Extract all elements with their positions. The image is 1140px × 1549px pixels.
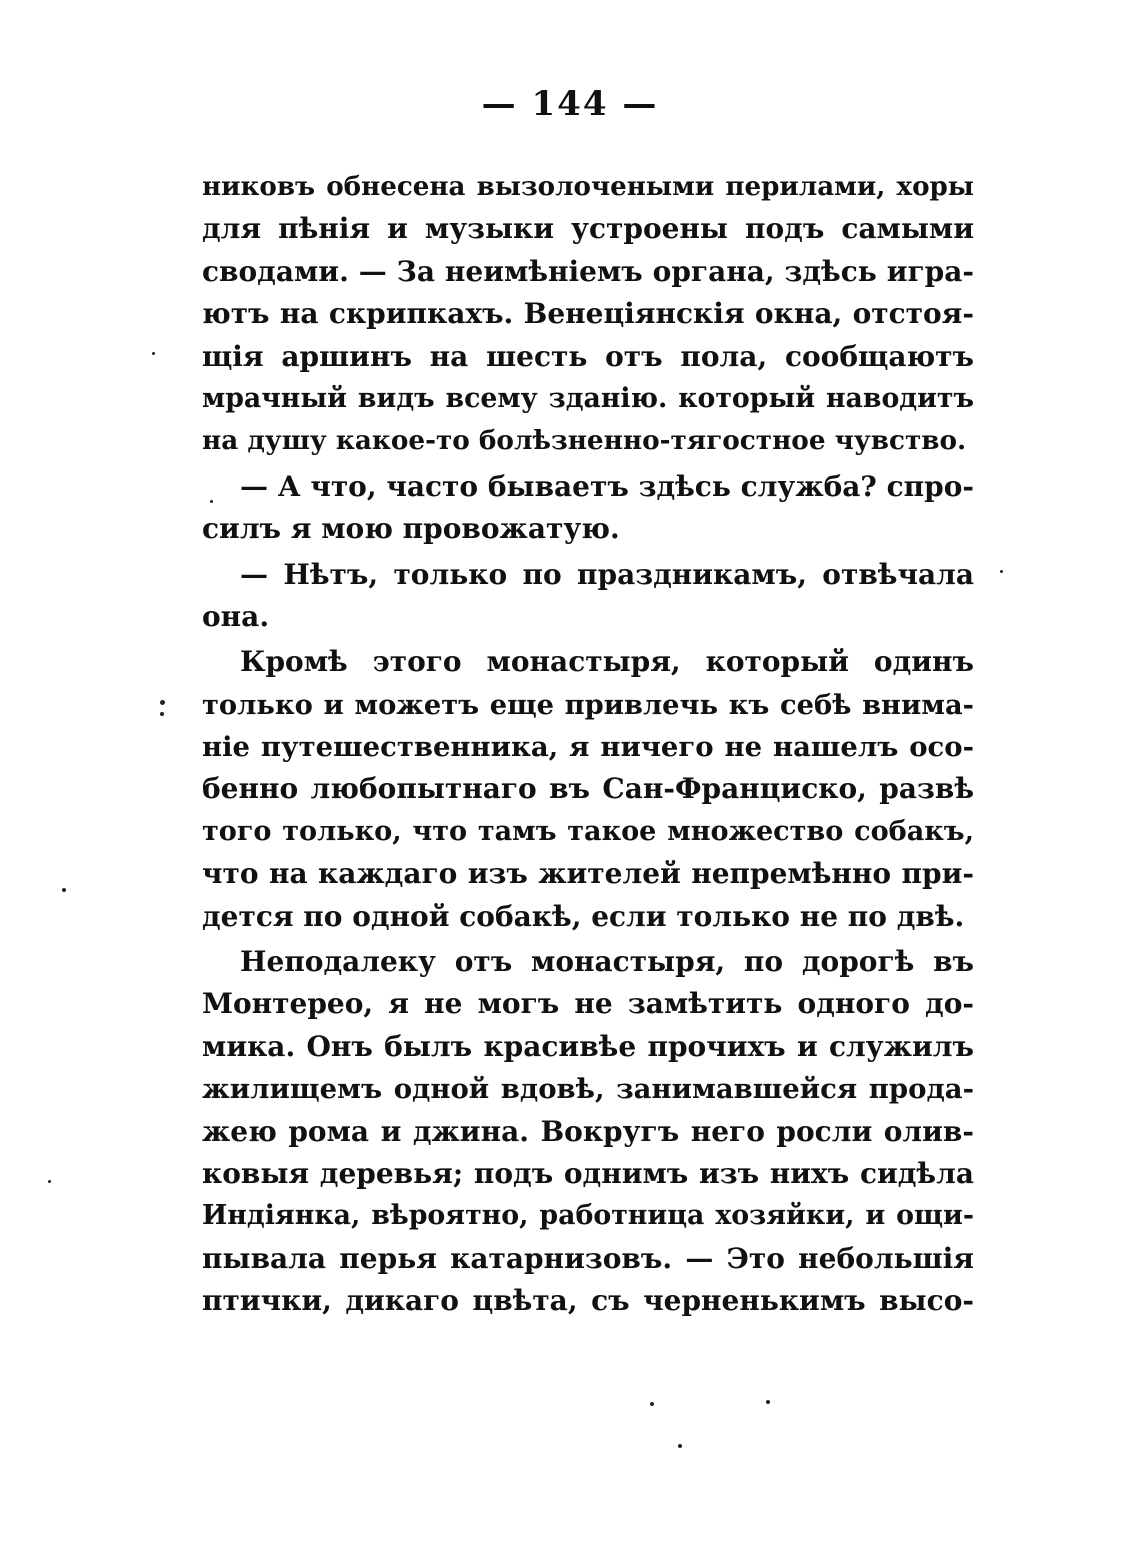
text-line: того только, что тамъ такое множество собакъ, [202, 815, 974, 847]
text-line: бенно любопытнаго въ Сан-Франциско, развѣ [202, 772, 974, 806]
scan-speck [766, 1400, 770, 1404]
text-line: мрачный видъ всему зданію. который наводитъ [202, 382, 974, 414]
scan-speck [160, 712, 164, 716]
text-line: птички, дикаго цвѣта, съ черненькимъ высо- [202, 1284, 974, 1318]
scan-speck [1000, 570, 1003, 573]
scan-speck [650, 1402, 654, 1406]
text-line: только и можетъ еще привлечь къ себѣ внима- [202, 688, 974, 721]
text-line: ковыя деревья; подъ однимъ изъ нихъ сидѣла [202, 1156, 974, 1190]
text-line: пывала перья катарнизовъ. — Это небольшія [202, 1241, 974, 1275]
text-line: Кромѣ этого монастыря, который одинъ [240, 645, 974, 679]
scan-speck [678, 1444, 682, 1448]
scan-speck [62, 888, 66, 892]
text-line: — Нѣтъ, только по праздникамъ, отвѣчала [240, 557, 974, 591]
scan-speck [160, 700, 165, 705]
text-line: ютъ на скрипкахъ. Венеціянскія окна, отстоя- [202, 297, 974, 331]
text-line: Индіянка, вѣроятно, работница хозяйки, и ощи- [202, 1200, 974, 1232]
text-line: ніе путешественника, я ничего не нашелъ осо- [202, 731, 974, 764]
scan-speck [152, 352, 155, 355]
text-line: силъ я мою провожатую. [202, 512, 620, 546]
scan-speck [210, 500, 213, 503]
text-line: сводами. — За неимѣніемъ органа, здѣсь игра- [202, 254, 974, 288]
text-line: она. [202, 599, 270, 633]
text-line: на душу какое-то болѣзненно-тягостное чувство. [202, 425, 967, 457]
text-line: Неподалеку отъ монастыря, по дорогѣ въ [240, 945, 974, 979]
text-line: жею рома и джина. Вокругъ него росли олив- [202, 1114, 974, 1148]
text-line: никовъ обнесена вызолочеными перилами, хоры [202, 171, 974, 202]
text-line: мика. Онъ былъ красивѣе прочихъ и служилъ [202, 1029, 974, 1063]
text-line: что на каждаго изъ жителей непремѣнно при- [202, 857, 974, 891]
text-line: — А что, часто бываетъ здѣсь служба? спро- [240, 469, 974, 503]
page-text [202, 166, 974, 1323]
text-line: дется по одной собакѣ, если только не по двѣ. [202, 899, 965, 933]
text-line: Монтерео, я не могъ не замѣтить одного до- [202, 987, 974, 1021]
page-number: — 144 — [481, 84, 659, 124]
text-line: для пѣнія и музыки устроены подъ самыми [202, 212, 974, 246]
scan-speck [48, 1180, 51, 1183]
text-line: жилищемъ одной вдовѣ, занимавшейся прода- [202, 1073, 974, 1106]
text-line: щія аршинъ на шесть отъ пола, сообщаютъ [202, 339, 974, 373]
